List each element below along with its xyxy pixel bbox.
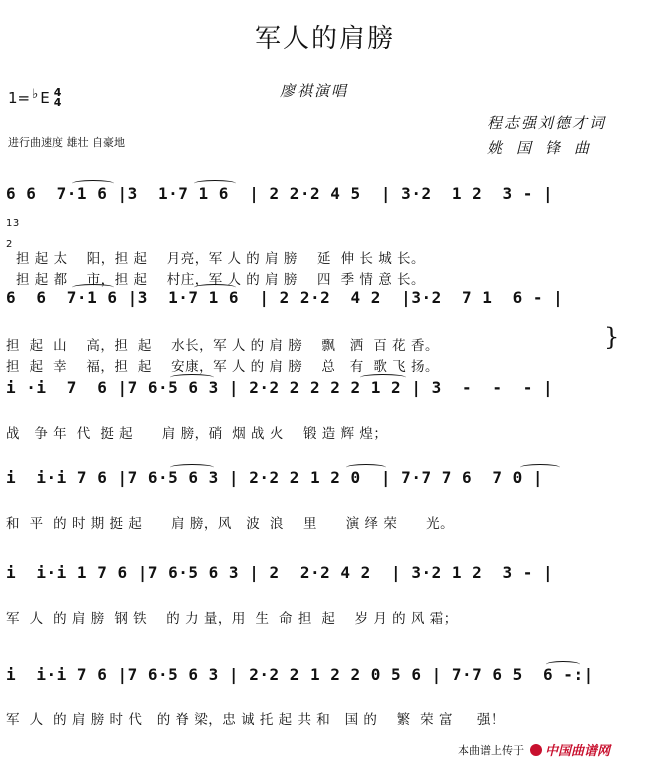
lyric-text: 担 起 山 高，担 起 水长，军 人 的 肩 膀 飘 洒 百 花 香。	[6, 338, 439, 354]
lyric-text: 军 人 的 肩 膀 时 代 的 脊 梁，忠 诚 托 起 共 和 国 的 繁 荣 富 强！	[6, 712, 505, 728]
composer-credit: 姚国锋曲	[487, 139, 604, 157]
lyric-line-3	[6, 406, 646, 442]
slur-mark	[72, 180, 114, 187]
verse-brace: }	[604, 323, 620, 351]
key-note: E	[40, 89, 50, 107]
lyric-text: 担 起 都 市，担 起 村庄，军 人 的 肩 膀 四 季 情 意 长。	[16, 272, 425, 288]
site-logo[interactable]	[530, 740, 610, 759]
slur-mark	[170, 374, 214, 381]
lyric-line-4	[6, 496, 646, 532]
notation-line-1: 6 6 7·1 6 |3 1·7 1 6 | 2 2·2 4 5 | 3·2 1 2 3 - |	[6, 184, 554, 203]
logo-icon	[530, 744, 542, 756]
slur-mark	[360, 374, 406, 381]
notation-line-6: i i·i 7 6 |7 6·5 6 3 | 2·2 2 1 2 2 0 5 6 | 7·7 6 5 6 -:|	[6, 665, 594, 684]
time-signature-bottom: 4	[53, 96, 62, 109]
time-signature-top: 4	[53, 86, 62, 99]
lyric-text: 战 争 年 代 挺 起 肩 膀，硝 烟 战 火 锻 造 辉 煌；	[6, 426, 388, 442]
notation-line-4: i i·i 7 6 |7 6·5 6 3 | 2·2 2 1 2 0 | 7·7 7 6 7 0 |	[6, 468, 544, 487]
time-signature	[54, 88, 62, 108]
lyric-line-2-verse-2	[6, 339, 646, 375]
slur-mark	[170, 464, 214, 471]
slur-mark	[520, 464, 560, 471]
verse-number: 13	[6, 218, 20, 229]
lyric-text: 担 起 幸 福，担 起 安康，军 人 的 肩 膀 总 有 歌 飞 扬。	[6, 359, 439, 375]
slur-mark	[546, 661, 580, 668]
logo-text: 中国曲谱网	[545, 744, 611, 759]
lyric-text: 军 人 的 肩 膀 钢 铁 的 力 量，用 生 命 担 起 岁 月 的 风 霜；	[6, 611, 458, 627]
lyric-line-1-verse-2	[6, 236, 646, 288]
slur-mark	[194, 284, 236, 291]
performer-credit: 廖祺演唱	[280, 82, 349, 100]
lyric-line-5	[6, 591, 646, 627]
notation-line-3: i ·i 7 6 |7 6·5 6 3 | 2·2 2 2 2 2 1 2 | 3 - - - |	[6, 378, 554, 397]
key-signature	[8, 88, 61, 108]
song-title: 军人的肩膀	[254, 24, 395, 54]
upload-footer	[458, 740, 610, 759]
slur-mark	[72, 284, 114, 291]
tempo-marking: 进行曲速度 雄壮 自豪地	[8, 136, 125, 149]
lyricist-credit: 程志强刘德才词	[487, 114, 607, 132]
notation-line-2: 6 6 7·1 6 |3 1·7 1 6 | 2 2·2 4 2 |3·2 7 1 6 - |	[6, 288, 564, 307]
key-prefix: 1=	[8, 89, 31, 107]
lyric-text: 和 平 的 时 期 挺 起 肩 膀，风 波 浪 里 演 绎 荣 光。	[6, 516, 455, 532]
lyric-line-6	[6, 692, 646, 728]
slur-mark	[194, 180, 236, 187]
notation-line-5: i i·i 1 7 6 |7 6·5 6 3 | 2 2·2 4 2 | 3·2 1 2 3 - |	[6, 563, 554, 582]
slur-mark	[346, 464, 386, 471]
lyric-text: 担 起 太 阳，担 起 月亮，军 人 的 肩 膀 延 伸 长 城 长。	[16, 251, 425, 267]
footer-text: 本曲谱上传于	[458, 743, 524, 757]
flat-symbol: ♭	[32, 86, 39, 102]
verse-number: 2	[6, 239, 13, 250]
